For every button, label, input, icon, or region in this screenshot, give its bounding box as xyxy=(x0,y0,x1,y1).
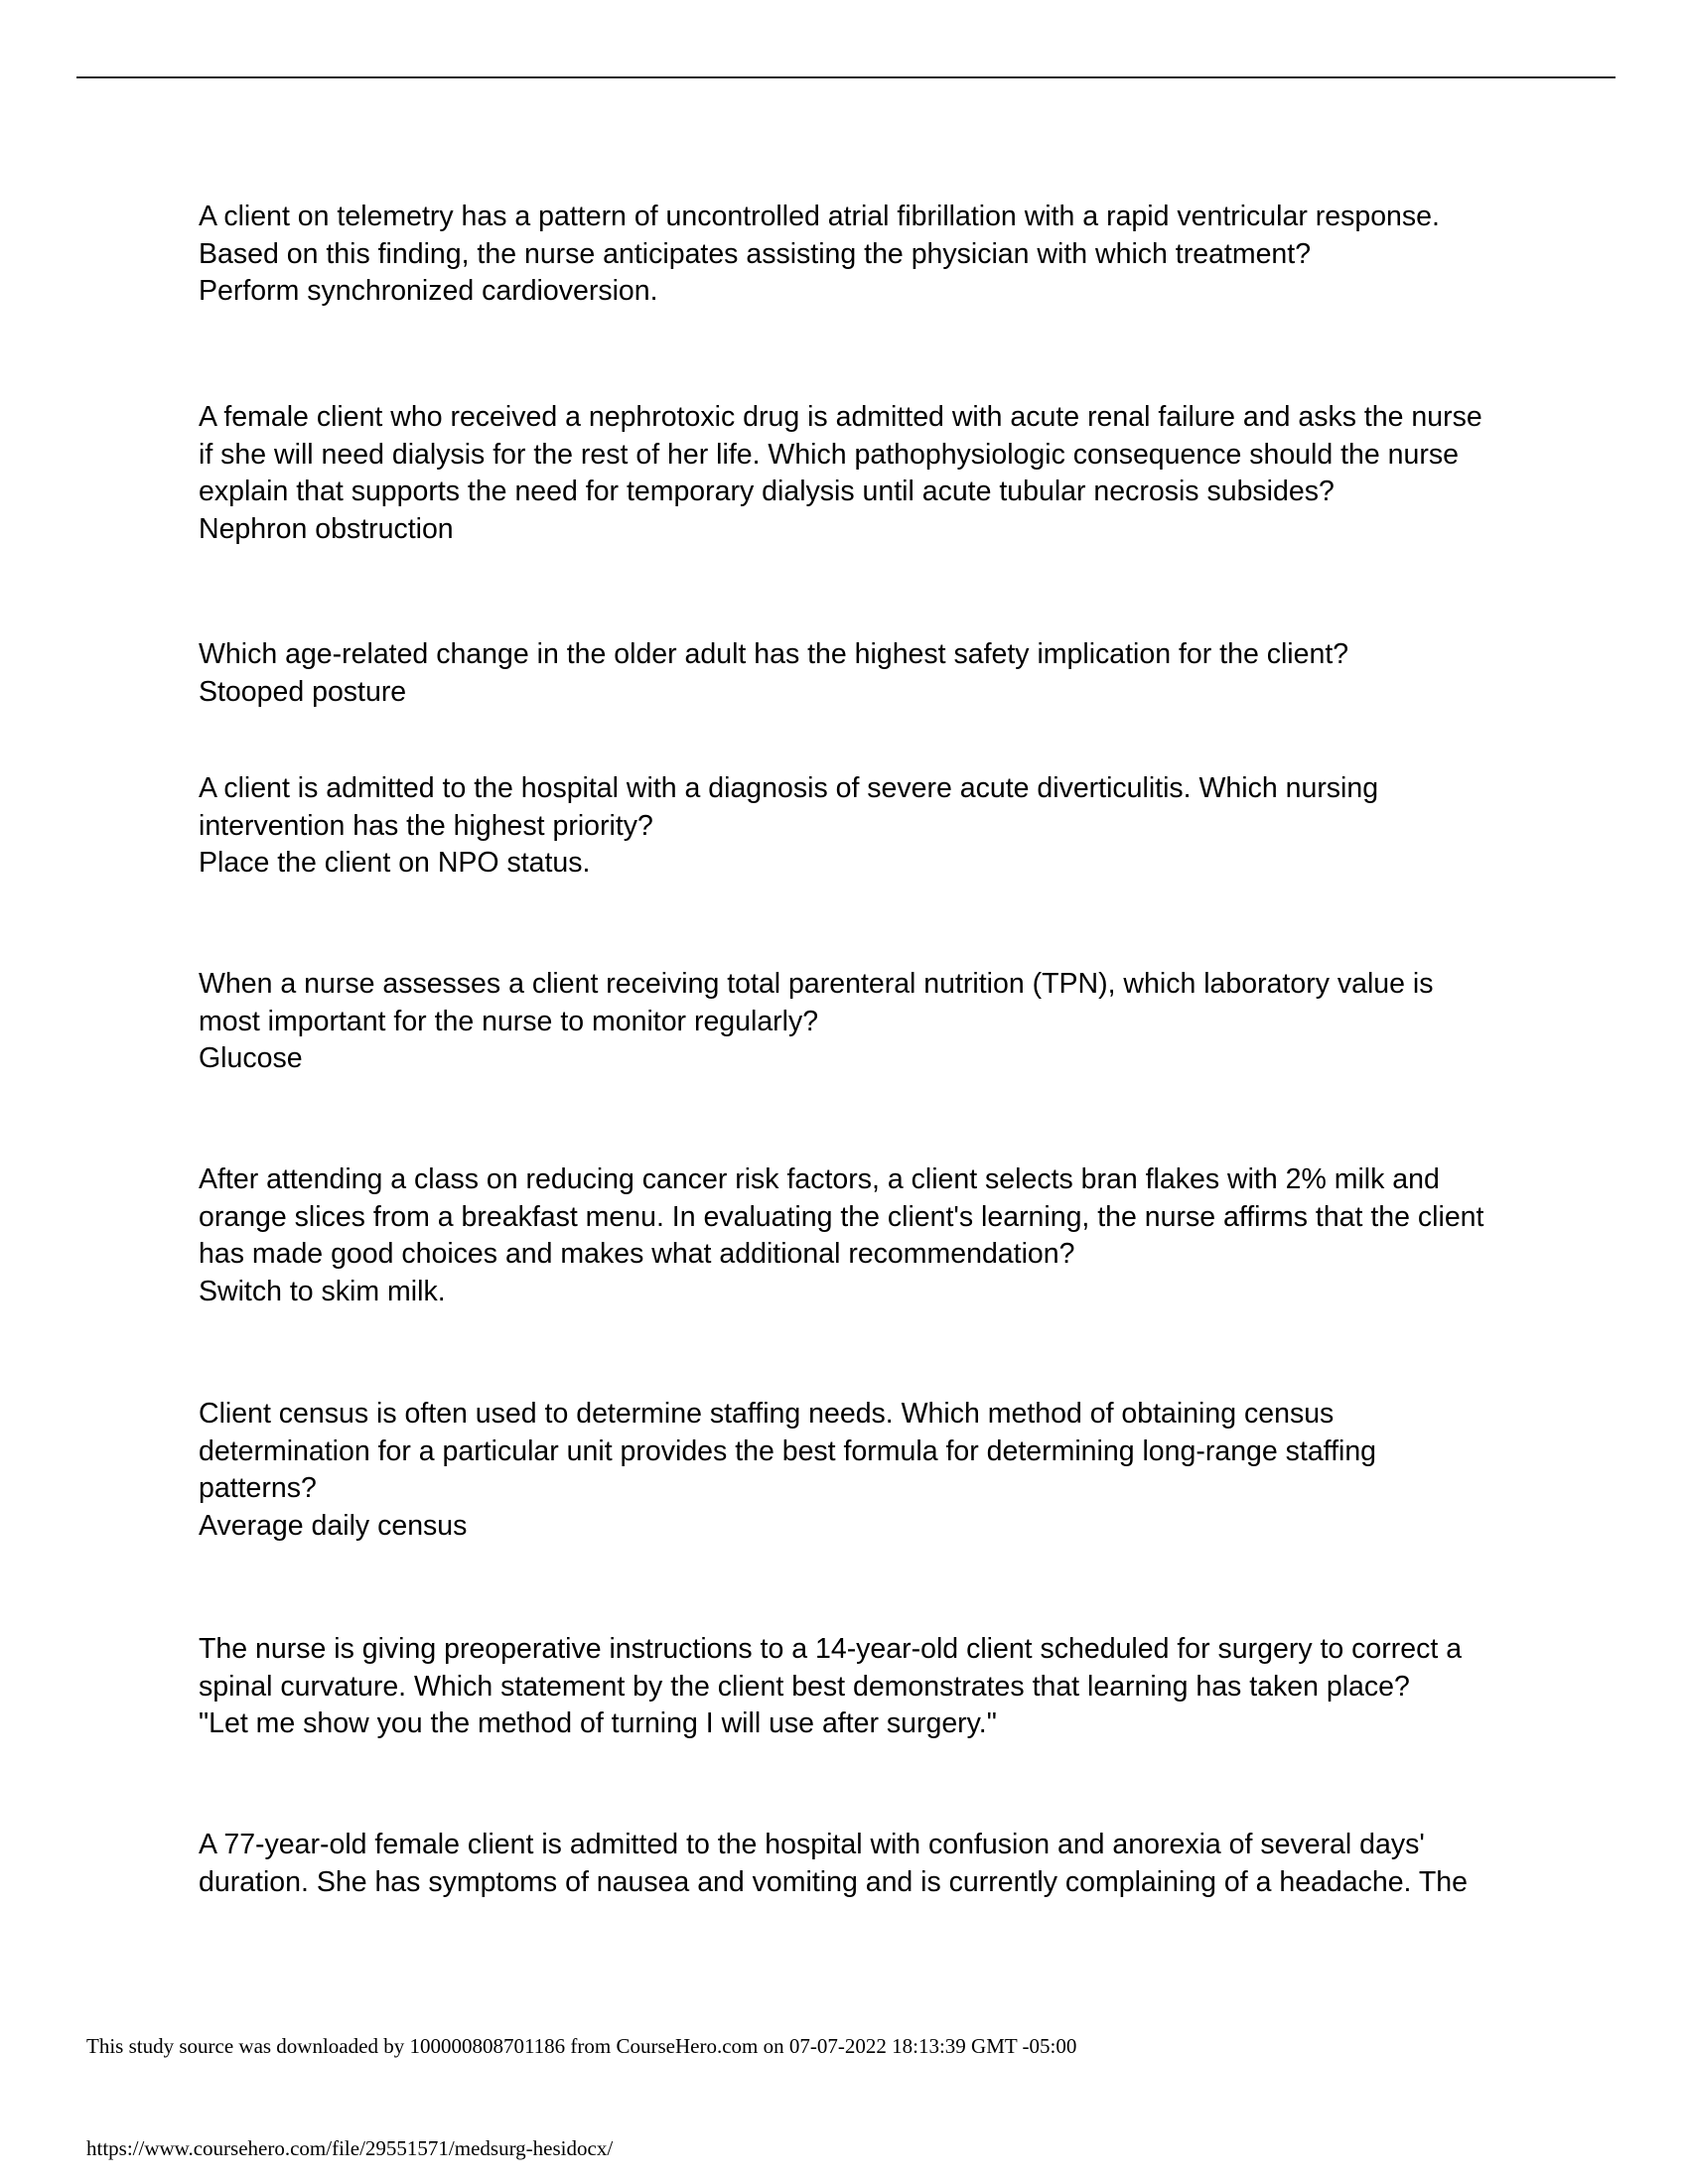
question-text: When a nurse assesses a client receiving total parenteral nutrition (TPN), which laboratory value is most important for the nurse to monitor regularly? xyxy=(199,968,1442,1037)
question-item xyxy=(199,770,1489,883)
question-text: A female client who received a nephrotoxic drug is admitted with acute renal failure and asks the nurse if she will need dialysis for the rest of her life. Which pathophysiologic consequence should the nurse explain that supports the need for temporary dialysis until acute tubular necrosis subsides? xyxy=(199,401,1490,507)
question-item xyxy=(199,1161,1492,1310)
question-text: A client is admitted to the hospital with a diagnosis of severe acute diverticulitis. Which nursing intervention has the highest priority? xyxy=(199,772,1387,842)
header-rule xyxy=(76,76,1616,78)
question-text: The nurse is giving preoperative instructions to a 14-year-old client scheduled for surgery to correct a spinal curvature. Which statement by the client best demonstrates that learning has taken place? xyxy=(199,1633,1470,1703)
answer-text: "Let me show you the method of turning I will use after surgery." xyxy=(199,1707,997,1739)
question-item xyxy=(199,1827,1489,1901)
answer-text: Place the client on NPO status. xyxy=(199,847,591,879)
answer-text: Perform synchronized cardioversion. xyxy=(199,275,658,307)
footer-url[interactable]: https://www.coursehero.com/file/29551571/medsurg-hesidocx/ xyxy=(86,2136,614,2160)
answer-text: Switch to skim milk. xyxy=(199,1275,446,1307)
question-item xyxy=(199,966,1489,1078)
question-text: A 77-year-old female client is admitted to the hospital with confusion and anorexia of several days' duration. She has symptoms of nausea and vomiting and is currently complaining of a headache. The xyxy=(199,1829,1468,1898)
question-item xyxy=(199,1396,1489,1545)
question-item xyxy=(199,399,1489,548)
answer-text: Average daily census xyxy=(199,1509,468,1542)
answer-text: Stooped posture xyxy=(199,675,407,708)
question-item xyxy=(199,199,1489,311)
answer-text: Glucose xyxy=(199,1042,303,1074)
question-item xyxy=(199,1631,1489,1743)
question-item xyxy=(199,636,1489,711)
footer-source-note: This study source was downloaded by 100000808701186 from CourseHero.com on 07-07-2022 18:13:39 GMT -05:00 xyxy=(86,2034,1077,2058)
question-text: A client on telemetry has a pattern of uncontrolled atrial fibrillation with a rapid ventricular response. Based on this finding, the nurse anticipates assisting the physician with which treatment? xyxy=(199,201,1448,270)
answer-text: Nephron obstruction xyxy=(199,512,454,545)
question-text: After attending a class on reducing cancer risk factors, a client selects bran flakes with 2% milk and orange slices from a breakfast menu. In evaluating the client's learning, the nurse affirms that the client has made good choices and makes what additional recommendation? xyxy=(199,1163,1492,1270)
question-text: Client census is often used to determine staffing needs. Which method of obtaining census determination for a particular unit provides the best formula for determining long-range staffing patterns? xyxy=(199,1398,1384,1504)
question-text: Which age-related change in the older adult has the highest safety implication for the client? xyxy=(199,638,1349,670)
